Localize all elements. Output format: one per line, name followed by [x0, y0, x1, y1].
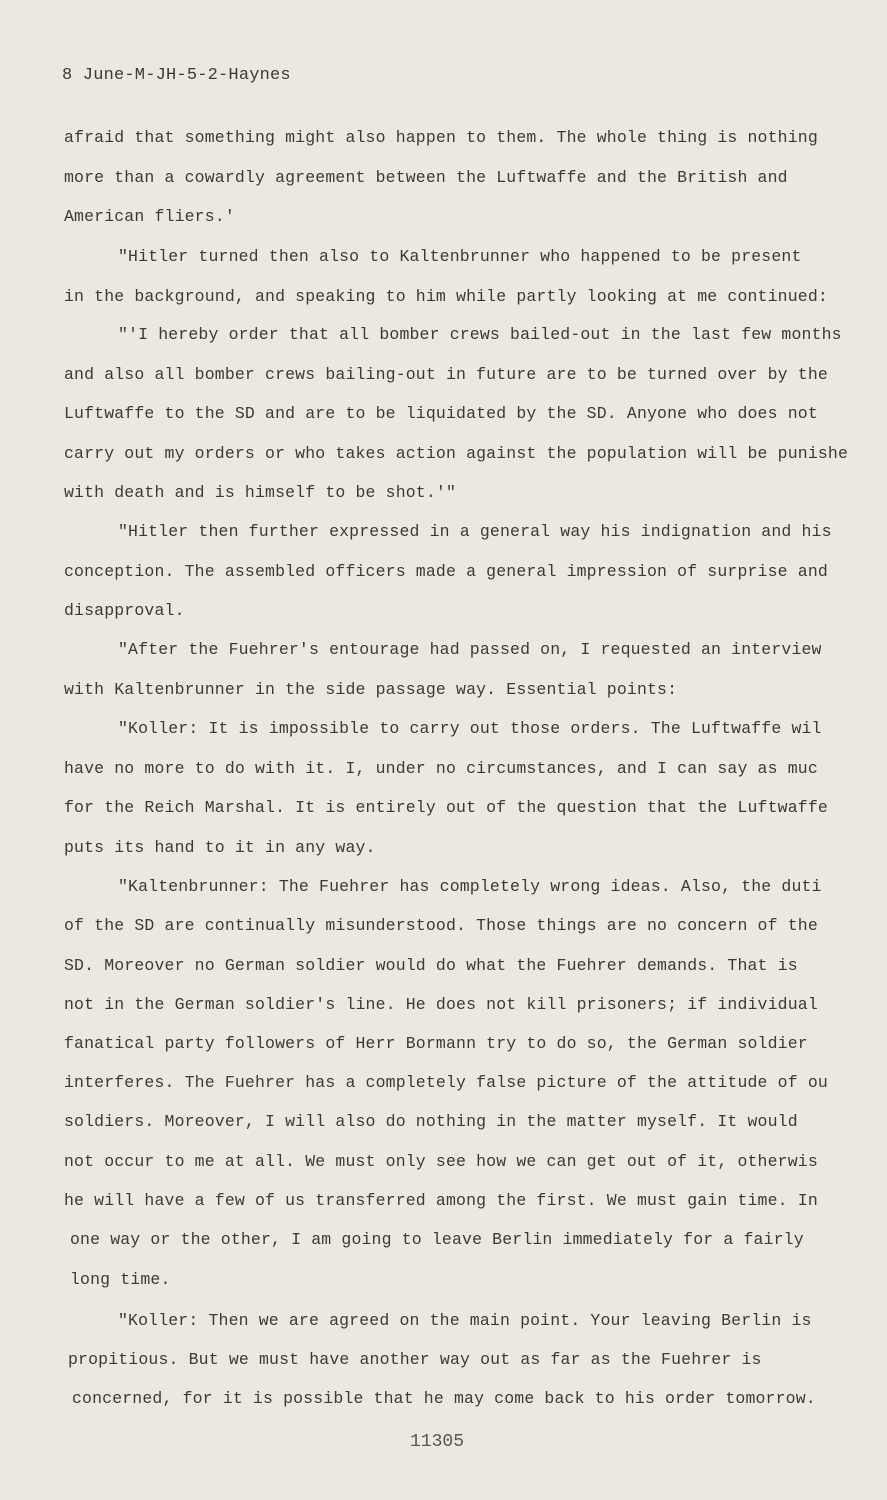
- text-line: Luftwaffe to the SD and are to be liquidated by the SD. Anyone who does not: [64, 404, 818, 423]
- text-line: of the SD are continually misunderstood. Those things are no concern of the: [64, 916, 818, 935]
- text-line: American fliers.': [64, 207, 235, 226]
- text-line: he will have a few of us transferred among the first. We must gain time. In: [64, 1191, 818, 1210]
- text-line: more than a cowardly agreement between the Luftwaffe and the British and: [64, 168, 788, 187]
- text-line: with death and is himself to be shot.'": [64, 483, 457, 502]
- text-line: have no more to do with it. I, under no circumstances, and I can say as muc: [64, 759, 818, 778]
- text-line: concerned, for it is possible that he may come back to his order tomorrow.: [72, 1389, 816, 1408]
- text-line: "After the Fuehrer's entourage had passed on, I requested an interview: [118, 640, 822, 659]
- text-line: with Kaltenbrunner in the side passage way. Essential points:: [64, 680, 678, 699]
- text-line: one way or the other, I am going to leave Berlin immediately for a fairly: [70, 1230, 804, 1249]
- text-line: "'I hereby order that all bomber crews bailed-out in the last few months: [118, 325, 842, 344]
- text-line: not occur to me at all. We must only see how we can get out of it, otherwis: [64, 1152, 818, 1171]
- text-line: fanatical party followers of Herr Bormann try to do so, the German soldier: [64, 1034, 808, 1053]
- text-line: and also all bomber crews bailing-out in future are to be turned over by the: [64, 365, 828, 384]
- text-line: for the Reich Marshal. It is entirely out of the question that the Luftwaffe: [64, 798, 828, 817]
- text-line: carry out my orders or who takes action against the population will be punishe: [64, 444, 849, 463]
- page-number: 11305: [410, 1432, 465, 1452]
- text-line: conception. The assembled officers made a general impression of surprise and: [64, 562, 828, 581]
- text-line: "Hitler then further expressed in a general way his indignation and his: [118, 522, 832, 541]
- text-line: "Kaltenbrunner: The Fuehrer has completely wrong ideas. Also, the duti: [118, 877, 822, 896]
- text-line: propitious. But we must have another way out as far as the Fuehrer is: [68, 1350, 762, 1369]
- text-line: in the background, and speaking to him while partly looking at me continued:: [64, 287, 828, 306]
- text-line: puts its hand to it in any way.: [64, 838, 376, 857]
- text-line: interferes. The Fuehrer has a completely false picture of the attitude of ou: [64, 1073, 828, 1092]
- text-line: long time.: [70, 1270, 171, 1289]
- text-line: "Koller: It is impossible to carry out those orders. The Luftwaffe wil: [118, 719, 822, 738]
- text-line: disapproval.: [64, 601, 185, 620]
- text-line: SD. Moreover no German soldier would do what the Fuehrer demands. That is: [64, 956, 798, 975]
- text-line: soldiers. Moreover, I will also do nothing in the matter myself. It would: [64, 1112, 798, 1131]
- text-line: not in the German soldier's line. He does not kill prisoners; if individual: [64, 995, 818, 1014]
- page-header: 8 June-M-JH-5-2-Haynes: [62, 66, 291, 85]
- text-line: afraid that something might also happen to them. The whole thing is nothing: [64, 128, 818, 147]
- text-line: "Hitler turned then also to Kaltenbrunner who happened to be present: [118, 247, 802, 266]
- text-line: "Koller: Then we are agreed on the main point. Your leaving Berlin is: [118, 1311, 812, 1330]
